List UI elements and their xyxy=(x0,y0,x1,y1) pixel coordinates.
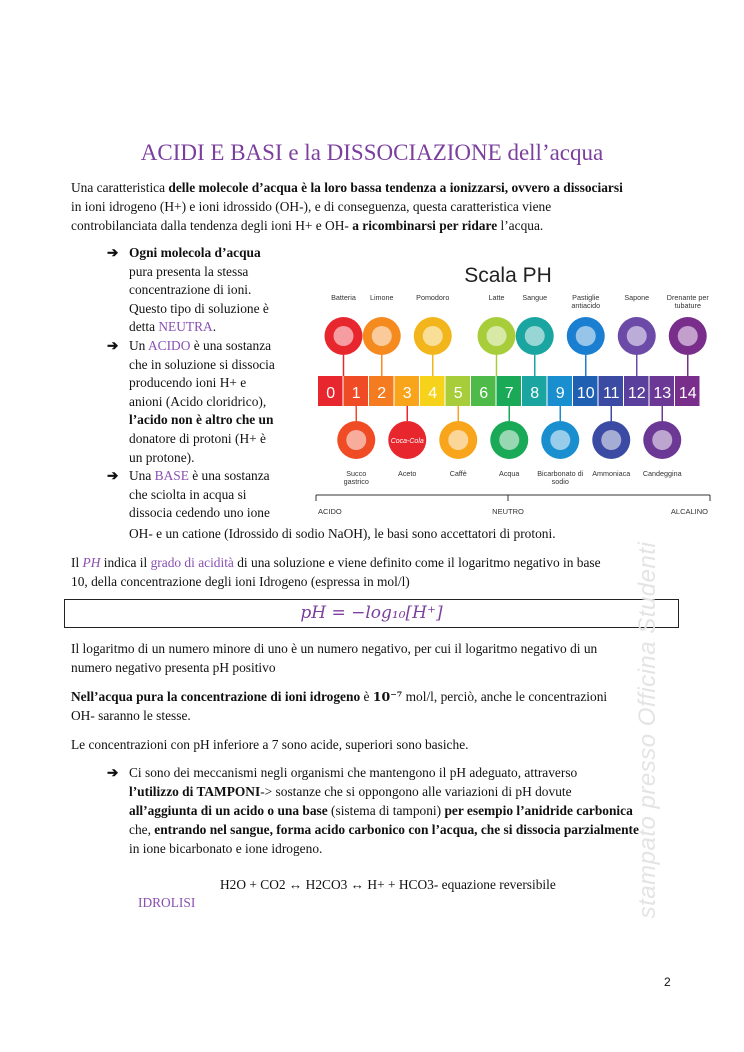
page-number: 2 xyxy=(664,975,671,989)
ph-scale-number: 14 xyxy=(678,385,697,402)
idrolisi-label: IDROLISI xyxy=(138,895,196,910)
ph-scale-number: 13 xyxy=(653,385,672,402)
bullet-text: pura presenta la stessa xyxy=(129,263,249,279)
bullet-text: Ogni molecola d’acqua xyxy=(129,245,261,260)
page-title: ACIDI E BASI e la DISSOCIAZIONE dell’acqua xyxy=(140,140,604,165)
water-text: mol/l, perciò, anche le concentrazioni xyxy=(402,689,608,704)
ph-scale-number: 4 xyxy=(428,385,438,402)
log-note xyxy=(71,639,671,677)
bullet-text: è una sostanza xyxy=(190,337,272,353)
water-exponent: 10⁻⁷ xyxy=(372,689,403,704)
arrow-icon: ➔ xyxy=(107,468,119,484)
ph-scale-number: 7 xyxy=(504,385,514,402)
ph-scale-number: 10 xyxy=(576,385,595,402)
ph-scale-number: 0 xyxy=(326,385,336,402)
ph-bottom-label: Acqua xyxy=(499,469,520,478)
ph-top-label: Pastiglie xyxy=(572,293,600,302)
ph-top-label: Batteria xyxy=(331,293,356,302)
ph-scale-number: 6 xyxy=(479,385,489,402)
tamponi-text: (sistema di tamponi) xyxy=(327,803,445,818)
ph-scale-number: 9 xyxy=(555,385,565,402)
ph-scale-number: 1 xyxy=(351,385,361,402)
equation: H2O + CO2 ↔ H2CO3 ↔ H+ + HCO3- equazione reversibile xyxy=(220,877,556,892)
water-text: è xyxy=(360,689,373,704)
arrow-icon: ➔ xyxy=(107,245,119,260)
base-term: BASE xyxy=(154,468,189,484)
ph-item-icon-detail xyxy=(576,326,596,346)
ph-item-icon-detail xyxy=(550,430,570,450)
coca-cola-logo: Coca-Cola xyxy=(390,438,424,445)
arrow-icon: ➔ xyxy=(107,765,119,780)
bullet-text: che sciolta in acqua si xyxy=(129,486,247,502)
ph-scale-number: 8 xyxy=(530,385,540,402)
ph-item-icon-detail xyxy=(678,326,698,346)
ph-scale-number: 2 xyxy=(377,385,387,402)
intro-text: l’acqua. xyxy=(497,218,544,233)
ph-item-icon-detail xyxy=(448,430,468,450)
bullet-text: . xyxy=(212,319,217,335)
tamponi-bold: entrando nel sangue, forma acido carbonico con l’acqua, che si dissocia parzialmente xyxy=(154,822,639,837)
intro-text: controbilanciata dalla tendenza degli ioni H+ e OH- xyxy=(71,218,353,233)
bullet-text: Un xyxy=(129,337,148,353)
ph-bottom-label: gastrico xyxy=(343,477,369,486)
bullet-text: dissocia cedendo uno ione xyxy=(129,505,270,521)
bullet-text: producendo ioni H+ e xyxy=(129,375,247,391)
ph-item-icon-detail xyxy=(652,430,672,450)
ph-scale-number: 11 xyxy=(602,385,620,402)
tamponi-text: che, xyxy=(129,822,155,837)
axis-label-acido: ACIDO xyxy=(318,507,342,516)
arrow-icon: ➔ xyxy=(107,337,119,353)
bullet-text: anioni (Acido cloridrico), xyxy=(129,393,267,409)
bullet-text: che in soluzione si dissocia xyxy=(129,356,275,372)
ph-bottom-label: Succo xyxy=(346,469,367,478)
bullet-text: donatore di protoni (H+ è xyxy=(129,430,266,446)
ph-top-label: Drenante per xyxy=(666,293,709,302)
intro-bold: a ricombinarsi per ridare xyxy=(352,218,498,233)
ph-scale-title: Scala PH xyxy=(464,264,552,287)
ph-item-icon-detail xyxy=(372,326,392,346)
watermark xyxy=(633,535,663,925)
bullet-text: l’acido non è altro che un xyxy=(129,412,274,428)
ph-top-label: Sangue xyxy=(522,293,548,302)
ph-item-icon-detail xyxy=(423,326,443,346)
ph-top-label: Limone xyxy=(369,293,394,302)
tamponi-paragraph xyxy=(107,763,707,858)
tamponi-text: -> sostanze che si oppongono alle variazioni di pH dovute xyxy=(260,784,572,799)
log-note-line: numero negativo presenta pH positivo xyxy=(71,660,276,675)
axis-label-alcalino: ALCALINO xyxy=(670,507,708,516)
intro-bold: delle molecole d’acqua è la loro bassa tendenza a ionizzarsi, ovvero a dissociarsi xyxy=(168,180,623,195)
ph-formula: pH = −log₁₀[H⁺] xyxy=(64,599,679,628)
log-note-line: Il logaritmo di un numero minore di uno è un numero negativo, per cui il logaritmo negativo di un xyxy=(71,641,598,656)
ph-top-label: antiacido xyxy=(571,301,601,310)
ph-bottom-label: Ammoniaca xyxy=(592,469,631,478)
tamponi-bold: per esempio l’anidride carbonica xyxy=(444,803,633,818)
ph-def-text: indica il xyxy=(100,555,151,570)
ph-bottom-label: Caffè xyxy=(449,469,467,478)
acido-term: ACIDO xyxy=(147,337,191,353)
bullet-text: Una xyxy=(129,468,155,484)
axis-label-neutro: NEUTRO xyxy=(492,507,524,516)
tamponi-text: in ione bicarbonato e ione idrogeno. xyxy=(129,841,323,856)
ph-term: PH xyxy=(82,555,101,570)
neutra-term: NEUTRA xyxy=(158,319,213,335)
bullet-text: Questo tipo di soluzione è xyxy=(129,300,269,316)
ph-scale-illustration xyxy=(308,258,718,520)
ph-definition xyxy=(71,553,671,591)
water-line: OH- saranno le stesse. xyxy=(71,708,191,723)
ph-bottom-label: sodio xyxy=(551,477,569,486)
ph-item-icon-detail xyxy=(499,430,519,450)
ph-top-label: Sapone xyxy=(624,293,650,302)
bullet-list xyxy=(107,244,297,523)
watermark-text: stampato presso Officina Studenti xyxy=(634,541,661,919)
bullet-text: un protone). xyxy=(129,449,195,465)
acid-basic-note: Le concentrazioni con pH inferiore a 7 sono acide, superiori sono basiche. xyxy=(71,737,469,752)
ph-scale-number: 5 xyxy=(453,385,463,402)
intro-paragraph xyxy=(71,178,671,235)
intro-text: Una caratteristica xyxy=(71,180,169,195)
ph-top-label: tubature xyxy=(674,301,701,310)
bullet-text: è una sostanza xyxy=(188,468,270,484)
ph-bottom-label: Aceto xyxy=(398,469,417,478)
ph-def-line: 10, della concentrazione degli ioni Idrogeno (espressa in mol/l) xyxy=(71,574,410,589)
ph-scale-number: 3 xyxy=(402,385,412,402)
water-bold: Nell’acqua pura la concentrazione di ioni idrogeno xyxy=(71,689,361,704)
acidity-term: grado di acidità xyxy=(150,555,234,570)
base-line-continued: OH- e un catione (Idrossido di sodio NaOH), le basi sono accettatori di protoni. xyxy=(129,526,556,541)
water-concentration xyxy=(71,687,671,725)
ph-bottom-label: Bicarbonato di xyxy=(537,469,584,478)
tamponi-bold: all’aggiunta di un acido o una base xyxy=(129,803,328,818)
bullet-text: concentrazione di ioni. xyxy=(129,282,252,298)
ph-item-icon-detail xyxy=(525,326,545,346)
bullet-text: detta xyxy=(129,319,159,335)
ph-top-label: Pomodoro xyxy=(416,293,450,302)
ph-item-icon-detail xyxy=(346,430,366,450)
ph-item-icon-detail xyxy=(334,326,354,346)
ph-bottom-label: Candeggina xyxy=(642,469,682,478)
ph-item-icon-detail xyxy=(487,326,507,346)
ph-item-icon-detail xyxy=(601,430,621,450)
ph-item-icon-detail xyxy=(627,326,647,346)
tamponi-bold: l’utilizzo di TAMPONI xyxy=(129,784,261,799)
ph-top-label: Latte xyxy=(488,293,505,302)
ph-def-text: Il xyxy=(71,555,83,570)
tamponi-text: Ci sono dei meccanismi negli organismi che mantengono il pH adeguato, attraverso xyxy=(129,765,578,780)
ph-scale-number: 12 xyxy=(627,385,646,402)
intro-line: in ioni idrogeno (H+) e ioni idrossido (OH-), e di conseguenza, questa caratteristica viene xyxy=(71,199,552,214)
ph-def-text: di una soluzione e viene definito come il logaritmo negativo in base xyxy=(233,555,601,570)
